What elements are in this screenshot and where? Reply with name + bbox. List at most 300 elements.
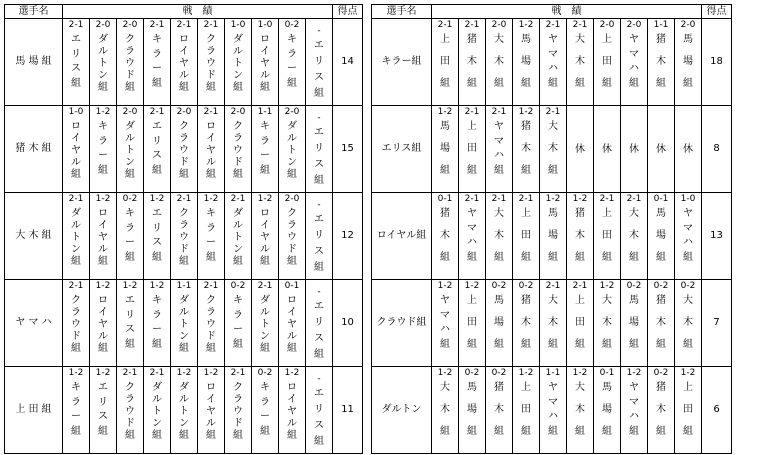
game-cell [540,193,567,280]
game-result: 0-1 [284,281,300,291]
opponent-char: 木 [656,317,666,328]
opponent-char: ル [98,46,108,57]
team-name: 上 田 組 [5,367,63,454]
opponent-char: 組 [494,426,504,437]
opponent-char: 組 [467,339,477,350]
game-cell [144,193,171,280]
opponent-char: ン [98,70,108,81]
opponent-char: 木 [575,230,585,241]
opponent-name [90,208,116,267]
game-cell [486,367,513,454]
opponent-char: 組 [575,252,585,263]
team-points: 14 [333,19,363,106]
game-result: 2-0 [176,107,192,117]
opponent-char: 場 [602,404,612,415]
opponent-char: ト [260,319,270,330]
game-result: 1-2 [122,281,138,291]
opponent-char: イ [179,46,189,57]
opponent-char: キ [287,34,297,45]
team-name: ロイヤル組 [372,193,432,280]
opponent-char: 組 [152,338,162,350]
opponent-char: 組 [467,251,477,263]
opponent-char: 大 [548,121,558,132]
opponent-char: ダ [125,121,135,132]
player-name-header: 選手名 [5,5,63,19]
opponent-name [279,295,305,354]
opponent-char: 大 [494,34,504,45]
opponent-char: 組 [629,252,639,263]
opponent-char: キ [233,295,243,306]
game-cell [513,193,540,280]
opponent-name [144,121,170,177]
game-cell [621,106,648,193]
game-result: 0-2 [518,281,534,291]
game-cell [486,193,513,280]
opponent-char: リ [71,48,81,60]
opponent-char: 木 [575,56,585,67]
opponent-char: マ [548,396,558,408]
opponent-char: イ [260,46,270,57]
game-result: 1-2 [437,281,453,291]
opponent-name [432,295,458,351]
opponent-char: ヤ [683,208,693,219]
opponent-char: 組 [233,82,243,93]
opponent-name [675,208,701,264]
opponent-name [90,34,116,93]
opponent-char: ド [125,70,135,81]
opponent-char: ヤ [206,406,216,417]
game-cell [675,280,702,367]
opponent-char: ン [233,244,243,255]
opponent-char: ン [287,157,297,168]
game-result: 2-1 [599,194,615,204]
game-result: 2-0 [122,20,138,30]
opponent-char: ラ [260,396,270,408]
opponent-name [198,382,224,441]
opponent-char: 組 [206,251,216,263]
game-cell [540,280,567,367]
game-result: 2-1 [122,368,138,378]
game-result: 1-2 [95,107,111,117]
opponent-char: 木 [602,317,612,328]
opponent-char: 組 [71,256,81,267]
opponent-char: 上 [683,382,693,393]
opponent-name [486,382,512,438]
opponent-char: ダ [179,295,189,306]
game-cell [171,367,198,454]
opponent-name [144,382,170,441]
opponent-char: エ [314,126,324,138]
opponent-char: ダ [233,34,243,45]
game-cell [90,367,117,454]
opponent-char: ラ [233,309,243,321]
game-result: 1-2 [572,368,588,378]
game-cell [279,367,306,454]
game-cell [513,280,540,367]
game-cell [621,19,648,106]
game-result: 2-1 [464,107,480,117]
opponent-name [225,208,251,267]
opponent-char: 上 [467,121,477,132]
team-row [5,19,363,106]
opponent-char: 場 [494,317,504,328]
opponent-char: 組 [233,338,243,350]
opponent-char: ラ [125,394,135,405]
opponent-char: 上 [440,34,450,45]
opponent-char: 組 [314,348,324,360]
game-result: - [317,112,321,123]
opponent-name [486,295,512,351]
game-result: 2-1 [203,107,219,117]
opponent-char: リ [98,396,108,408]
opponent-name [117,121,143,180]
game-cell [459,367,486,454]
opponent-char: マ [467,222,477,234]
opponent-char: 組 [98,343,108,354]
opponent-char: ト [233,58,243,69]
opponent-name [513,295,539,351]
opponent-char: リ [125,309,135,321]
opponent-char: ヤ [260,232,270,243]
opponent-char: エ [314,300,324,312]
opponent-char: 組 [260,343,270,354]
opponent-char: 組 [125,82,135,93]
opponent-char: 組 [125,338,135,350]
opponent-name [306,388,332,448]
game-cell [198,367,225,454]
opponent-char: 組 [548,425,558,437]
game-cell [198,193,225,280]
opponent-char: ハ [629,63,639,75]
game-result: 2-1 [545,20,561,30]
game-result: - [317,199,321,210]
opponent-char: 猪 [575,208,585,219]
game-result: 1-1 [257,107,273,117]
team-name: ダルトン [372,367,432,454]
opponent-char: ス [71,63,81,75]
opponent-char: 大 [683,295,693,306]
opponent-char: 上 [521,382,531,393]
opponent-name [648,122,674,178]
game-cell [648,106,675,193]
opponent-name [486,34,512,90]
opponent-char: 上 [575,295,585,306]
opponent-char: ラ [233,394,243,405]
opponent-char: 組 [71,77,81,89]
opponent-char: 組 [152,251,162,263]
opponent-char: リ [314,316,324,328]
opponent-char: 組 [683,78,693,89]
game-result: 0-2 [464,368,480,378]
opponent-char: 大 [629,208,639,219]
game-result: 2-1 [230,194,246,204]
game-cell [90,19,117,106]
opponent-char: リ [152,222,162,234]
opponent-char: 組 [521,165,531,176]
opponent-name [144,208,170,264]
opponent-char: ド [179,244,189,255]
opponent-char: 組 [314,435,324,447]
opponent-name [90,295,116,354]
opponent-char: 大 [575,34,585,45]
game-result: 2-1 [176,194,192,204]
game-result: 2-0 [599,20,615,30]
opponent-char: 木 [548,143,558,154]
team-points: 7 [702,280,732,367]
opponent-char: ル [233,46,243,57]
opponent-char: ウ [125,58,135,69]
opponent-char: 組 [548,339,558,350]
game-result: 2-1 [491,107,507,117]
opponent-char: ウ [179,145,189,156]
opponent-char: リ [314,55,324,67]
opponent-char: 場 [683,56,693,67]
opponent-char: 上 [602,34,612,45]
opponent-char: ル [260,70,270,81]
opponent-char: キ [152,34,162,45]
opponent-char: 木 [494,230,504,241]
opponent-name [306,214,332,274]
opponent-char: ン [179,418,189,429]
opponent-char: ク [206,34,216,45]
opponent-name [594,382,620,438]
game-cell [459,19,486,106]
game-result: 0-2 [626,281,642,291]
opponent-char: マ [548,48,558,60]
opponent-name [486,208,512,264]
opponent-char: 組 [467,78,477,89]
game-result: 2-1 [545,281,561,291]
opponent-char: イ [287,394,297,405]
opponent-char: ス [152,237,162,249]
game-result: 2-1 [203,20,219,30]
opponent-char: ヤ [206,145,216,156]
opponent-char: 組 [260,256,270,267]
opponent-char: ヤ [548,34,558,45]
game-result: 2-1 [68,20,84,30]
team-points: 15 [333,106,363,193]
game-cell [252,19,279,106]
game-cell [540,106,567,193]
opponent-name [63,295,89,354]
opponent-char: ラ [71,307,81,318]
opponent-char: 組 [602,339,612,350]
game-result: 1-0 [230,20,246,30]
game-cell [486,280,513,367]
opponent-char: ヤ [287,319,297,330]
opponent-name [675,34,701,90]
opponent-char: ク [287,208,297,219]
opponent-char: 木 [467,56,477,67]
opponent-char: 猪 [656,34,666,45]
opponent-char: 組 [494,164,504,176]
opponent-name [279,208,305,267]
opponent-char: 組 [179,169,189,180]
opponent-name [621,34,647,90]
opponent-char: エ [314,387,324,399]
game-cell [63,106,90,193]
opponent-name [513,121,539,177]
team-row [372,193,732,280]
game-result: 1-2 [95,368,111,378]
opponent-char: 組 [206,82,216,93]
game-cell [144,280,171,367]
opponent-name [567,382,593,438]
opponent-name [648,295,674,351]
game-result: 0-2 [491,281,507,291]
opponent-char: 組 [575,339,585,350]
opponent-char: エ [314,213,324,225]
opponent-name [621,122,647,178]
opponent-char: ダ [71,208,81,219]
opponent-char: キ [260,121,270,132]
opponent-char: ヤ [179,58,189,69]
opponent-char: ル [260,307,270,318]
opponent-char: 組 [287,343,297,354]
opponent-char: ー [206,237,216,249]
game-cell [594,367,621,454]
opponent-name [63,34,89,90]
team-row [5,193,363,280]
opponent-char: 田 [521,404,531,415]
opponent-char: 組 [683,251,693,263]
opponent-char: ヤ [98,319,108,330]
opponent-char: ー [71,411,81,423]
team-row [5,280,363,367]
opponent-char: 田 [467,143,477,154]
game-cell [225,193,252,280]
opponent-char: 組 [314,87,324,99]
opponent-name [306,127,332,187]
opponent-char: 大 [548,295,558,306]
team-row [372,367,732,454]
opponent-char: 木 [521,317,531,328]
game-result: 1-2 [437,107,453,117]
opponent-char: ラ [98,135,108,147]
opponent-char: 組 [521,252,531,263]
opponent-char: イ [98,307,108,318]
opponent-char: エ [152,208,162,219]
game-cell [117,280,144,367]
opponent-name [432,208,458,264]
opponent-char: 組 [683,426,693,437]
opponent-name [486,121,512,177]
opponent-name [513,34,539,90]
opponent-name [459,121,485,177]
opponent-char: ド [233,418,243,429]
opponent-char: 大 [575,382,585,393]
opponent-char: マ [683,222,693,234]
opponent-char: エ [314,39,324,51]
opponent-char: ラ [233,133,243,144]
game-result: 1-2 [257,194,273,204]
opponent-char: 組 [287,256,297,267]
opponent-char: 場 [440,143,450,154]
game-cell [675,367,702,454]
opponent-char: ハ [467,237,477,249]
opponent-char: 馬 [683,34,693,45]
opponent-char: 組 [314,174,324,186]
opponent-char: ン [125,157,135,168]
game-cell [594,106,621,193]
game-cell [198,280,225,367]
opponent-name [117,382,143,441]
opponent-char: 組 [602,78,612,89]
opponent-char: 場 [521,56,531,67]
opponent-char: 馬 [602,382,612,393]
team-row [372,19,732,106]
game-result: 2-1 [572,20,588,30]
team-name: ヤ マ ハ [5,280,63,367]
opponent-char: 馬 [548,208,558,219]
opponent-char: 木 [548,317,558,328]
game-cell [279,280,306,367]
opponent-char: 組 [71,169,81,180]
opponent-char: 大 [602,295,612,306]
opponent-char: ク [179,208,189,219]
opponent-char: ル [71,220,81,231]
opponent-char: 休 [656,144,666,155]
game-result: 2-1 [518,194,534,204]
opponent-char: 組 [314,261,324,273]
opponent-char: ラ [152,48,162,60]
record-header: 戦 績 [63,5,333,19]
game-result: 2-1 [149,107,165,117]
opponent-char: リ [314,229,324,241]
opponent-name [225,121,251,180]
opponent-name [432,34,458,90]
opponent-char: ル [71,157,81,168]
game-cell [252,280,279,367]
game-result: - [317,373,321,384]
opponent-name [252,382,278,438]
team-row [5,367,363,454]
points-header: 得点 [333,5,363,19]
game-result: 1-2 [203,368,219,378]
opponent-char: 組 [260,82,270,93]
game-cell [486,19,513,106]
opponent-char: 組 [71,343,81,354]
opponent-name [621,295,647,351]
opponent-char: ロ [179,34,189,45]
game-cell [117,367,144,454]
opponent-char: 田 [467,317,477,328]
opponent-char: ハ [494,150,504,162]
opponent-char: ロ [206,121,216,132]
game-result: 0-1 [599,368,615,378]
opponent-char: ル [98,331,108,342]
game-result: 1-2 [68,368,84,378]
game-result: 1-2 [176,368,192,378]
opponent-name [144,295,170,351]
opponent-char: ウ [125,406,135,417]
opponent-char: イ [206,394,216,405]
opponent-char: 田 [602,56,612,67]
game-cell [252,193,279,280]
game-result: 0-1 [653,194,669,204]
opponent-char: ル [179,70,189,81]
opponent-char: ド [206,70,216,81]
opponent-char: 組 [179,256,189,267]
opponent-name [90,382,116,438]
opponent-name [648,208,674,264]
opponent-char: 木 [683,317,693,328]
game-result: 0-2 [491,368,507,378]
opponent-char: 馬 [521,34,531,45]
game-cell [252,106,279,193]
game-cell [117,193,144,280]
opponent-name [90,121,116,177]
